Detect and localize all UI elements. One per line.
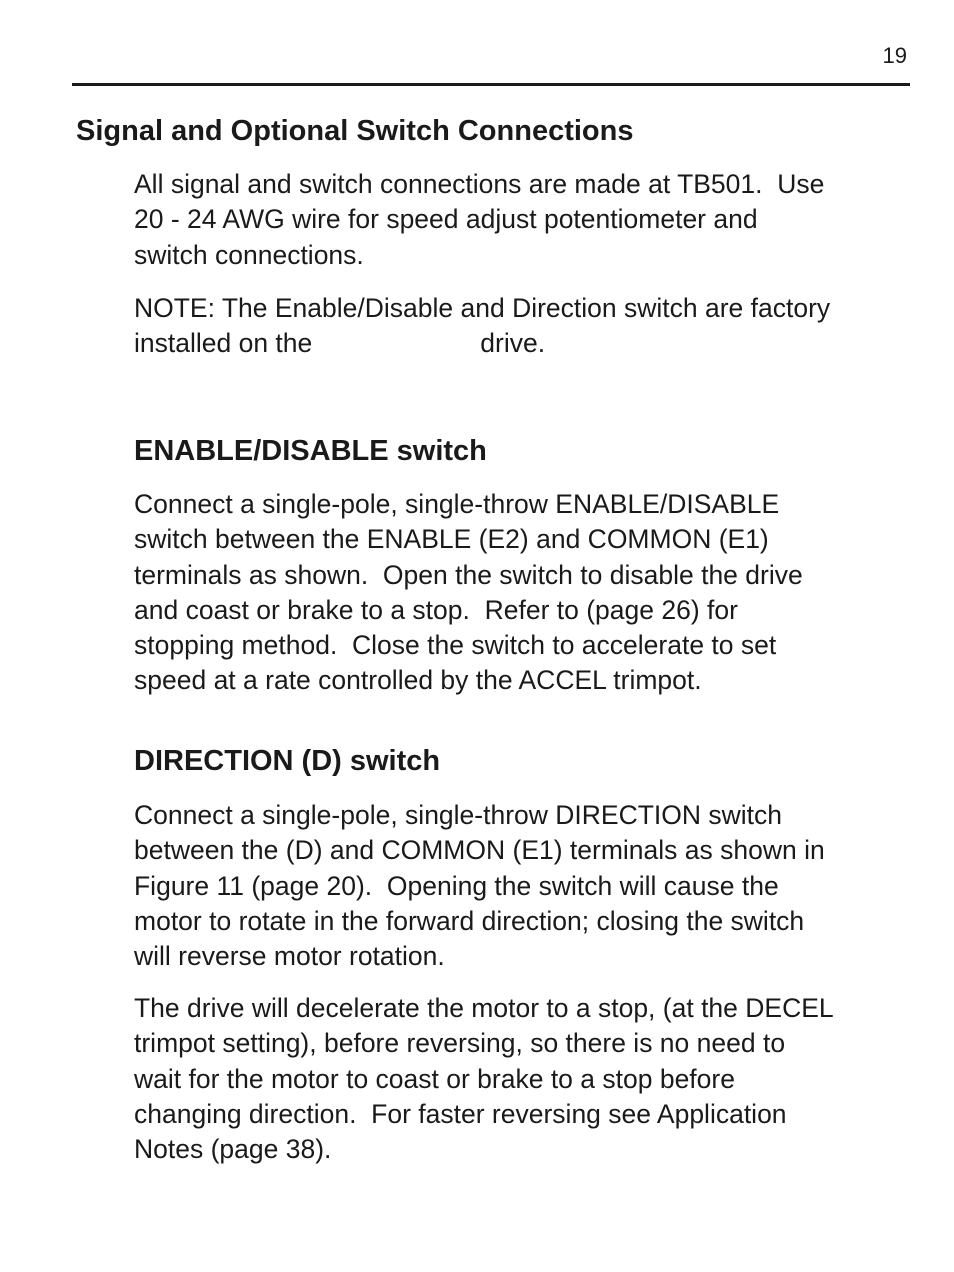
- paragraph-line: Connect a single-pole, single-throw ENABLE/DISABLE: [134, 489, 780, 519]
- header-rule: [72, 83, 910, 86]
- enable-disable-paragraph: [134, 487, 803, 699]
- paragraph-line: will reverse motor rotation.: [134, 941, 445, 972]
- paragraph-line: Notes (page 38).: [134, 1134, 332, 1165]
- paragraph-line: between the (D) and COMMON (E1) terminals as shown in: [134, 835, 825, 866]
- paragraph-line: switch connections.: [134, 239, 364, 270]
- enable-disable-heading: ENABLE/DISABLE switch: [134, 435, 487, 467]
- paragraph-line: wait for the motor to coast or brake to a stop before: [134, 1063, 735, 1094]
- paragraph-line: motor to rotate in the forward direction; closing the switch: [134, 905, 805, 936]
- note-text-end: drive.: [480, 328, 546, 359]
- paragraph-line: NOTE: The Enable/Disable and Direction switch are factory: [134, 293, 831, 323]
- page-number: 19: [882, 43, 907, 68]
- paragraph-line: and coast or brake to a stop. Refer to (page 26) for: [134, 594, 738, 625]
- paragraph-line: The drive will decelerate the motor to a stop, (at the DECEL: [134, 993, 834, 1023]
- section-heading: Signal and Optional Switch Connections: [76, 115, 634, 147]
- direction-paragraph: [134, 798, 825, 974]
- paragraph-line: speed at a rate controlled by the ACCEL trimpot.: [134, 665, 702, 696]
- paragraph-line: switch between the ENABLE (E2) and COMMON (E1): [134, 524, 769, 555]
- paragraph-line: Connect a single-pole, single-throw DIRECTION switch: [134, 800, 783, 830]
- paragraph-line: All signal and switch connections are made at TB501. Use: [134, 169, 825, 199]
- note-paragraph: [134, 291, 830, 362]
- note-text-start: installed on the: [134, 328, 313, 359]
- direction-heading: DIRECTION (D) switch: [134, 745, 441, 777]
- paragraph-line: Figure 11 (page 20). Opening the switch will cause the: [134, 870, 779, 901]
- paragraph-line: changing direction. For faster reversing see Application: [134, 1098, 787, 1129]
- paragraph-line: 20 - 24 AWG wire for speed adjust potentiometer and: [134, 204, 758, 235]
- paragraph-line: terminals as shown. Open the switch to disable the drive: [134, 559, 803, 590]
- paragraph-line: stopping method. Close the switch to accelerate to set: [134, 630, 777, 661]
- decel-paragraph: [134, 991, 834, 1167]
- intro-paragraph: [134, 167, 824, 273]
- paragraph-line: trimpot setting), before reversing, so there is no need to: [134, 1028, 786, 1059]
- paragraph-line: [134, 326, 830, 361]
